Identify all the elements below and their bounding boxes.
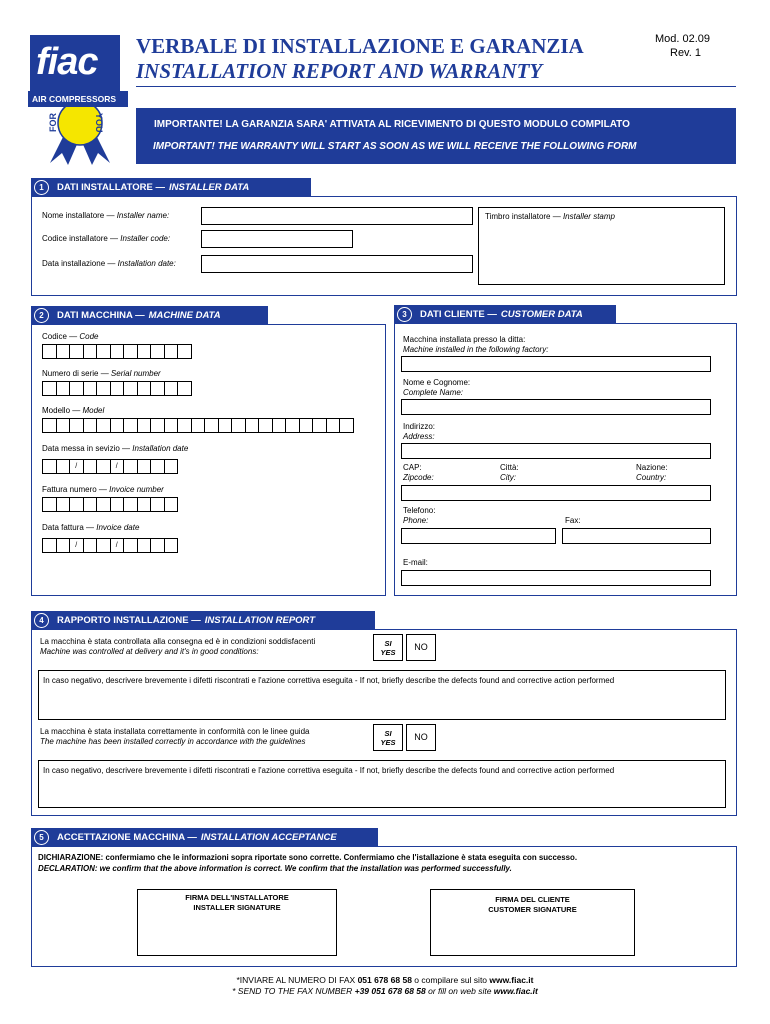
char-cell[interactable] [164,538,179,553]
char-cell[interactable] [177,344,192,359]
declaration-english: DECLARATION: we confirm that the above information is correct. We confirm that the installation was performed successfully. [38,864,512,873]
char-cell[interactable] [177,381,192,396]
char-cell[interactable] [69,381,84,396]
char-cell[interactable] [69,344,84,359]
char-cell[interactable] [42,538,57,553]
invoice-date-cells[interactable] [42,538,177,553]
label-it: Indirizzo: [403,422,436,431]
installer-code-field[interactable] [201,230,353,248]
customer-address-field[interactable] [401,443,711,459]
char-cell[interactable] [42,459,57,474]
machine-code-label [42,332,98,341]
char-cell[interactable] [56,344,71,359]
char-cell[interactable] [69,418,84,433]
char-cell[interactable] [96,459,111,474]
label-it: Codice installatore — [42,234,121,243]
date-separator-cell[interactable]: / [69,538,84,553]
label-en: CUSTOMER SIGNATURE [488,905,577,914]
commission-date-cells[interactable] [42,459,177,474]
customer-location-field[interactable] [401,485,711,501]
char-cell[interactable] [150,344,165,359]
ribbon-left: FOR [48,113,58,132]
section-title-it: RAPPORTO INSTALLAZIONE — [57,614,201,626]
char-cell[interactable] [96,538,111,553]
banner-italian: IMPORTANTE! LA GARANZIA SARA' ATTIVATA AL RICEVIMENTO DI QUESTO MODULO COMPILATO [154,119,630,130]
char-cell[interactable] [137,497,152,512]
invoice-number-cells[interactable] [42,497,177,512]
char-cell[interactable] [150,459,165,474]
installer-signature-box[interactable] [137,889,337,956]
label-en: Installation date [132,444,189,453]
char-cell[interactable] [110,344,125,359]
label-en: Phone: [403,516,429,525]
label-en: Machine was controlled at delivery and it's in good conditions: [40,647,259,656]
section-title-en: INSTALLATION REPORT [204,614,316,626]
label-it: La macchina è stata installata correttamente in conformità con le linee guida [40,727,310,736]
label-en: Zipcode: [403,473,434,482]
label-it: Numero di serie — [42,369,111,378]
logo-band: AIR COMPRESSORS [32,94,117,104]
date-separator-cell[interactable]: / [110,459,125,474]
char-cell[interactable] [137,538,152,553]
char-cell[interactable] [231,418,246,433]
delivery-defects-box[interactable] [38,670,726,720]
customer-fax-label: Fax: [565,516,581,525]
label-en: YES [380,648,396,657]
guideline-yes-checkbox[interactable] [373,724,403,751]
char-cell[interactable] [123,344,138,359]
label-en: Address: [403,432,435,441]
char-cell[interactable] [150,497,165,512]
label-it: FIRMA DEL CLIENTE [495,895,570,904]
label-en: Machine installed in the following factory: [403,345,549,354]
char-cell[interactable] [110,381,125,396]
serial-number-label [42,369,161,378]
char-cell[interactable] [96,381,111,396]
section-number: 4 [34,613,49,628]
footer-line-english [0,986,770,996]
fiac-logo [28,27,132,167]
char-cell[interactable] [42,497,57,512]
label-en: Installation date: [117,259,176,268]
section-installer-header [31,178,311,196]
installer-code-label [42,234,170,243]
label-en: Invoice number [109,485,164,494]
char-cell[interactable] [42,381,57,396]
char-cell[interactable] [137,381,152,396]
title-italian: VERBALE DI INSTALLAZIONE E GARANZIA [136,34,584,58]
installation-date-field[interactable] [201,255,473,273]
customer-phone-label [403,506,435,526]
customer-zipcode-label [403,463,434,483]
section-title-it: DATI MACCHINA — [57,309,145,321]
section-report-header [31,611,375,629]
invoice-date-label [42,523,139,532]
label-it: Data messa in sevizio — [42,444,133,453]
fax-number: +39 051 678 68 58 [354,986,426,996]
char-cell[interactable] [83,344,98,359]
defects-note: In caso negativo, descrivere brevemente i difetti riscontrati e l'azione correttiva eseguita - If not, briefly describe the defects found and corrective action performed [43,676,615,685]
char-cell[interactable] [245,418,260,433]
customer-city-label [500,463,519,483]
char-cell[interactable] [56,418,71,433]
section-title-en: INSTALLATION ACCEPTANCE [200,831,337,843]
char-cell[interactable] [56,459,71,474]
rev-number: Rev. 1 [670,47,701,59]
label-it: Modello — [42,406,83,415]
footer-text: *INVIARE AL NUMERO DI FAX [236,975,358,985]
date-separator-cell[interactable]: / [69,459,84,474]
guideline-defects-box[interactable] [38,760,726,808]
char-cell[interactable] [83,418,98,433]
installer-signature-label [138,893,336,913]
label-it: SI [384,639,392,648]
char-cell[interactable] [123,538,138,553]
model-cells[interactable] [42,418,353,433]
delivery-no-checkbox[interactable]: NO [406,634,436,661]
char-cell[interactable] [150,381,165,396]
customer-signature-box[interactable] [430,889,635,956]
char-cell[interactable] [312,418,327,433]
label-it: Data installazione — [42,259,118,268]
char-cell[interactable] [299,418,314,433]
section-number: 1 [34,180,49,195]
label-en: Installer name: [116,211,170,220]
char-cell[interactable] [83,381,98,396]
char-cell[interactable] [137,459,152,474]
char-cell[interactable] [285,418,300,433]
char-cell[interactable] [218,418,233,433]
char-cell[interactable] [164,418,179,433]
installation-date-label [42,259,176,268]
customer-factory-label [403,335,548,355]
customer-factory-field[interactable] [401,356,711,372]
char-cell[interactable] [150,418,165,433]
char-cell[interactable] [110,418,125,433]
mod-number: Mod. 02.09 [655,33,711,45]
label-it: FIRMA DELL'INSTALLATORE [185,893,289,902]
footer-text: or fill on web site [425,986,494,996]
banner-english: IMPORTANT! THE WARRANTY WILL START AS SOON AS WE WILL RECEIVE THE FOLLOWING FORM [153,141,637,152]
customer-email-field[interactable] [401,570,711,586]
website-link[interactable]: www.fiac.it [489,975,534,985]
title-rule [136,86,736,87]
char-cell[interactable] [56,538,71,553]
section-title-it: DATI CLIENTE — [420,308,497,320]
section-customer-header [394,305,616,323]
label-en: YES [380,738,396,747]
title-english: INSTALLATION REPORT AND WARRANTY [136,59,543,83]
label-en: Complete Name: [403,388,464,397]
char-cell[interactable] [191,418,206,433]
char-cell[interactable] [123,459,138,474]
section-acceptance-header [31,828,378,846]
section-title-it: DATI INSTALLATORE — [57,181,166,193]
customer-name-label [403,378,470,398]
section-title-en: INSTALLER DATA [169,181,250,193]
char-cell[interactable] [164,497,179,512]
installer-stamp-label [485,212,615,221]
label-en: City: [500,473,516,482]
char-cell[interactable] [123,381,138,396]
label-en: The machine has been installed correctly in accordance with the guidelines [40,737,306,746]
invoice-number-label [42,485,164,494]
char-cell[interactable] [110,497,125,512]
label-it: Città: [500,463,519,472]
char-cell[interactable] [83,459,98,474]
char-cell[interactable] [83,497,98,512]
label-it: Data fattura — [42,523,97,532]
declaration-italian: DICHIARAZIONE: confermiamo che le informazioni sopra riportate sono corrette. Confermiamo che l'istallazione è stata eseguita con successo. [38,853,578,862]
section-title-it: ACCETTAZIONE MACCHINA — [57,831,197,843]
section-machine-header [31,306,268,324]
char-cell[interactable] [150,538,165,553]
char-cell[interactable] [42,344,57,359]
delivery-check-question [40,637,315,657]
guideline-install-question [40,727,309,747]
footer-line-italian [0,975,770,985]
label-it: Nome installatore — [42,211,117,220]
char-cell[interactable] [326,418,341,433]
serial-number-cells[interactable] [42,381,191,396]
customer-name-field[interactable] [401,399,711,415]
char-cell[interactable] [69,497,84,512]
label-it: SI [384,729,392,738]
label-it: Codice — [42,332,80,341]
footer-text: o compilare sul sito [411,975,490,985]
customer-country-label [636,463,668,483]
char-cell[interactable] [177,418,192,433]
section-title-en: CUSTOMER DATA [500,308,583,320]
installer-stamp-box[interactable] [478,207,725,285]
label-it: Macchina installata presso la ditta: [403,335,526,344]
installer-name-field[interactable] [201,207,473,225]
installer-name-label [42,211,169,220]
label-en: Model [82,406,105,415]
customer-fax-field[interactable] [562,528,711,544]
label-en: Invoice date [96,523,140,532]
customer-phone-field[interactable] [401,528,556,544]
label-en: Installer stamp [562,212,615,221]
customer-email-label: E-mail: [403,558,428,567]
char-cell[interactable] [56,497,71,512]
char-cell[interactable] [56,381,71,396]
footer-text: * SEND TO THE FAX NUMBER [232,986,355,996]
char-cell[interactable] [123,497,138,512]
label-it: Nome e Cognome: [403,378,471,387]
char-cell[interactable] [83,538,98,553]
char-cell[interactable] [123,418,138,433]
label-en: INSTALLER SIGNATURE [193,903,281,912]
label-en: Country: [636,473,667,482]
char-cell[interactable] [164,459,179,474]
char-cell[interactable] [96,418,111,433]
fax-number: 051 678 68 58 [357,975,412,985]
section-number: 5 [34,830,49,845]
label-en: Serial number [110,369,161,378]
model-label [42,406,104,415]
customer-signature-label [431,895,634,915]
machine-code-cells[interactable] [42,344,191,359]
char-cell[interactable] [164,381,179,396]
label-it: La macchina è stata controllata alla consegna ed è in condizioni soddisfacenti [40,637,316,646]
label-it: Fattura numero — [42,485,110,494]
char-cell[interactable] [164,344,179,359]
label-it: CAP: [403,463,422,472]
char-cell[interactable] [258,418,273,433]
char-cell[interactable] [137,344,152,359]
customer-address-label [403,422,435,442]
char-cell[interactable] [339,418,354,433]
char-cell[interactable] [137,418,152,433]
char-cell[interactable] [42,418,57,433]
ribbon-right: YOU [94,113,104,133]
delivery-yes-checkbox[interactable] [373,634,403,661]
label-it: Nazione: [636,463,668,472]
label-it: Timbro installatore — [485,212,563,221]
defects-note: In caso negativo, descrivere brevemente i difetti riscontrati e l'azione correttiva eseguita - If not, briefly describe the defects found and corrective action performed [43,766,615,775]
guideline-no-checkbox[interactable]: NO [406,724,436,751]
label-en: Installer code: [120,234,171,243]
label-en: Code [79,332,99,341]
section-title-en: MACHINE DATA [148,309,221,321]
label-it: Telefono: [403,506,436,515]
commission-date-label [42,444,188,453]
website-link[interactable]: www.fiac.it [493,986,538,996]
section-number: 3 [397,307,412,322]
logo-wordmark: fiac [36,41,98,83]
char-cell[interactable] [204,418,219,433]
char-cell[interactable] [96,344,111,359]
section-number: 2 [34,308,49,323]
char-cell[interactable] [96,497,111,512]
warranty-banner [136,108,736,164]
char-cell[interactable] [272,418,287,433]
date-separator-cell[interactable]: / [110,538,125,553]
